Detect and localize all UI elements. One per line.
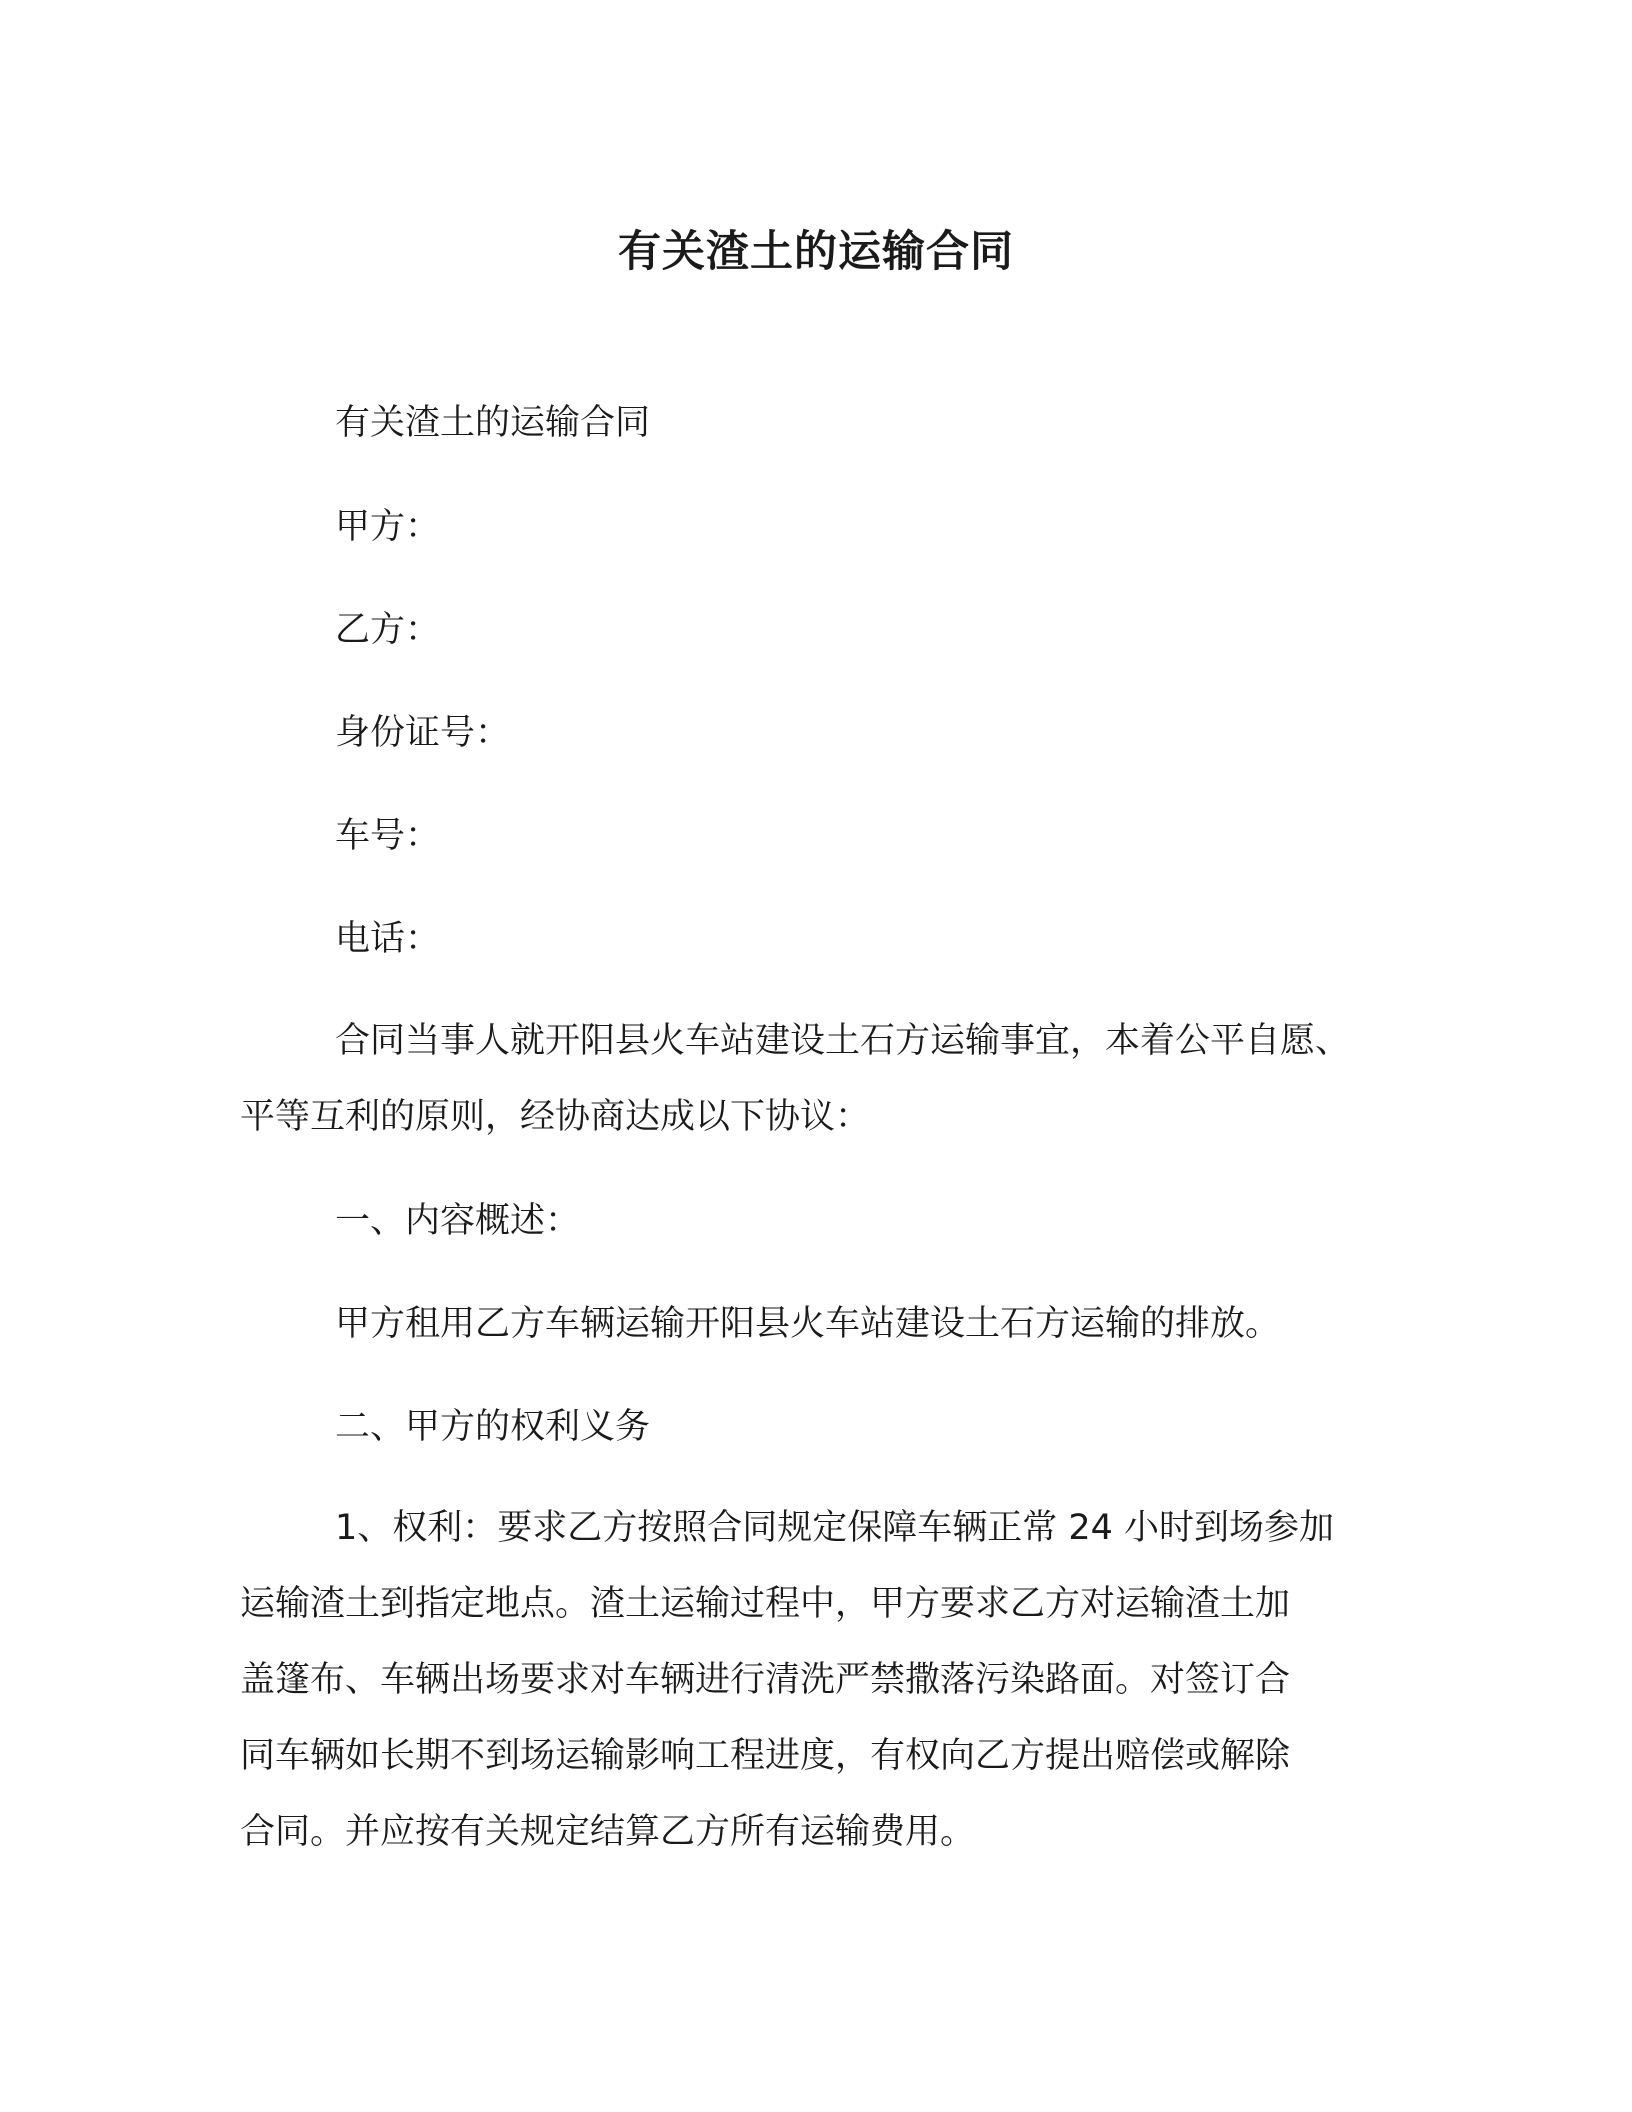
section-1-heading: 一、内容概述： (335, 1201, 581, 1241)
section-2-item-1 (240, 1503, 1390, 1857)
item-1-line-2: 运输渣土到指定地点。渣土运输过程中，甲方要求乙方对运输渣土加 (240, 1584, 1291, 1624)
item-1-line-4: 同车辆如长期不到场运输影响工程进度，有权向乙方提出赔偿或解除 (240, 1736, 1291, 1776)
field-vehicle-number: 车号： (335, 816, 441, 856)
field-id-number: 身份证号： (335, 713, 511, 753)
field-phone: 电话： (335, 919, 441, 959)
field-party-b: 乙方： (335, 610, 441, 650)
intro-paragraph (240, 1016, 1390, 1142)
document-subtitle: 有关渣土的运输合同 (335, 403, 651, 443)
section-2-heading: 二、甲方的权利义务 (335, 1407, 651, 1447)
item-1-line-1: 1、权利：要求乙方按照合同规定保障车辆正常 24 小时到场参加 (335, 1508, 1335, 1548)
intro-line-2: 平等互利的原则，经协商达成以下协议： (240, 1097, 871, 1137)
section-1-body: 甲方租用乙方车辆运输开阳县火车站建设土石方运输的排放。 (335, 1304, 1281, 1344)
intro-line-1: 合同当事人就开阳县火车站建设土石方运输事宜，本着公平自愿、 (335, 1021, 1351, 1061)
item-1-line-5: 合同。并应按有关规定结算乙方所有运输费用。 (240, 1812, 976, 1852)
item-1-line-3: 盖篷布、车辆出场要求对车辆进行清洗严禁撒落污染路面。对签订合 (240, 1660, 1291, 1700)
document-title: 有关渣土的运输合同 (618, 227, 1014, 277)
field-party-a: 甲方： (335, 507, 441, 547)
